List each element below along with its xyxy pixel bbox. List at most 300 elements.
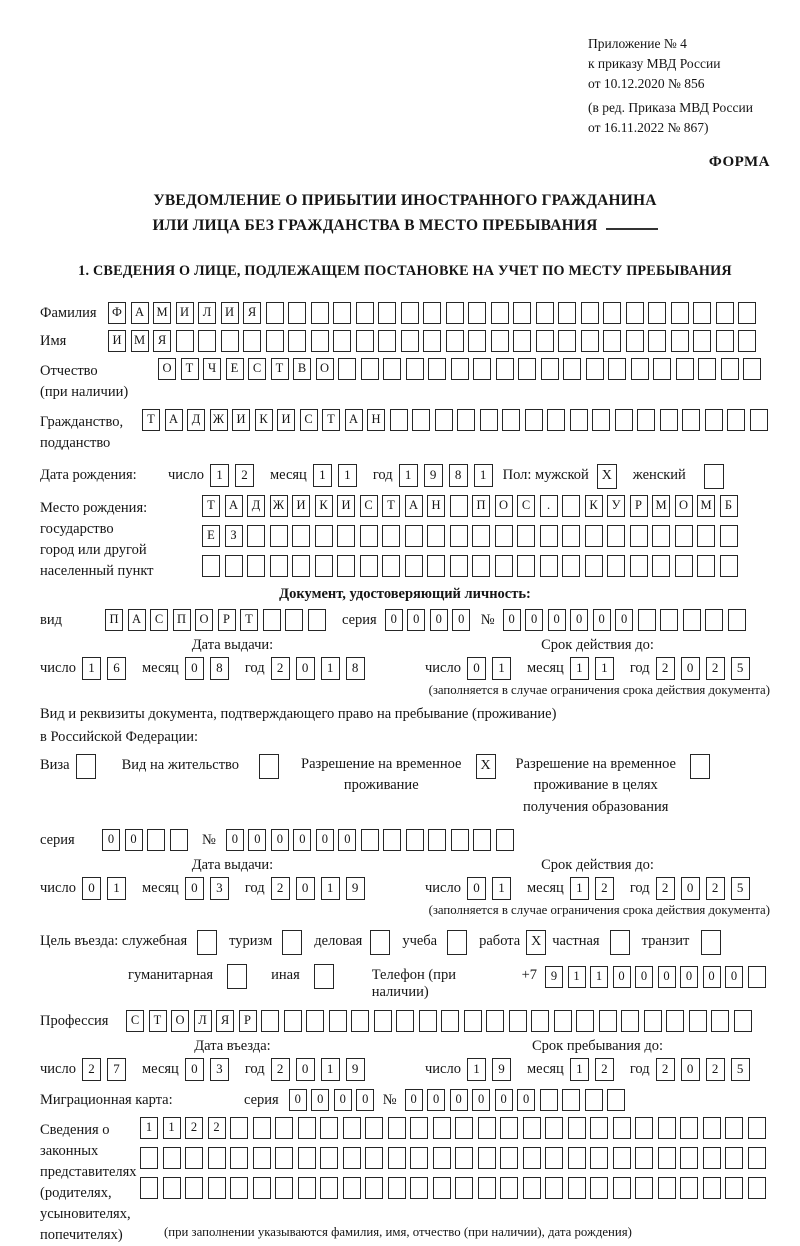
char-cell[interactable]: 2 (185, 1117, 203, 1139)
char-cell[interactable] (540, 1089, 558, 1111)
id-valid-year-input[interactable] (656, 657, 756, 680)
char-cell[interactable] (464, 1010, 482, 1032)
char-cell[interactable]: 0 (296, 1058, 315, 1081)
char-cell[interactable]: 2 (271, 877, 290, 900)
char-cell[interactable]: И (176, 302, 194, 324)
char-cell[interactable] (266, 302, 284, 324)
char-cell[interactable]: Ж (210, 409, 228, 431)
char-cell[interactable] (615, 409, 633, 431)
char-cell[interactable] (603, 330, 621, 352)
char-cell[interactable]: 0 (82, 877, 101, 900)
char-cell[interactable]: 0 (185, 877, 204, 900)
char-cell[interactable] (748, 1117, 766, 1139)
char-cell[interactable]: 1 (474, 464, 493, 487)
char-cell[interactable] (491, 302, 509, 324)
char-cell[interactable]: О (195, 609, 213, 631)
char-cell[interactable] (658, 1177, 676, 1199)
id-issue-month-input[interactable] (185, 657, 235, 680)
representatives-row1-input[interactable] (140, 1117, 770, 1139)
char-cell[interactable] (660, 409, 678, 431)
char-cell[interactable] (382, 555, 400, 577)
char-cell[interactable] (491, 330, 509, 352)
char-cell[interactable] (230, 1177, 248, 1199)
char-cell[interactable] (716, 302, 734, 324)
char-cell[interactable] (428, 829, 446, 851)
char-cell[interactable] (329, 1010, 347, 1032)
char-cell[interactable] (163, 1177, 181, 1199)
id-valid-day-input[interactable] (467, 657, 517, 680)
char-cell[interactable] (631, 358, 649, 380)
char-cell[interactable] (743, 358, 761, 380)
char-cell[interactable]: 0 (293, 829, 311, 851)
char-cell[interactable] (185, 1177, 203, 1199)
char-cell[interactable]: 1 (321, 1058, 340, 1081)
char-cell[interactable] (320, 1147, 338, 1169)
char-cell[interactable]: И (221, 302, 239, 324)
char-cell[interactable]: 9 (346, 877, 365, 900)
char-cell[interactable] (472, 555, 490, 577)
char-cell[interactable] (523, 1147, 541, 1169)
char-cell[interactable]: 1 (570, 877, 589, 900)
char-cell[interactable] (360, 555, 378, 577)
char-cell[interactable]: О (158, 358, 176, 380)
char-cell[interactable] (253, 1147, 271, 1169)
char-cell[interactable] (378, 330, 396, 352)
char-cell[interactable] (478, 1147, 496, 1169)
char-cell[interactable]: 2 (208, 1117, 226, 1139)
char-cell[interactable] (468, 302, 486, 324)
char-cell[interactable]: 0 (385, 609, 403, 631)
char-cell[interactable] (457, 409, 475, 431)
char-cell[interactable] (308, 609, 326, 631)
id-kind-input[interactable] (105, 609, 330, 631)
char-cell[interactable] (607, 525, 625, 547)
id-series-input[interactable] (385, 609, 475, 631)
char-cell[interactable]: 0 (452, 609, 470, 631)
char-cell[interactable]: 0 (495, 1089, 513, 1111)
char-cell[interactable]: 1 (313, 464, 332, 487)
char-cell[interactable]: З (225, 525, 243, 547)
char-cell[interactable] (693, 302, 711, 324)
char-cell[interactable]: 8 (346, 657, 365, 680)
char-cell[interactable] (608, 358, 626, 380)
char-cell[interactable] (225, 555, 243, 577)
char-cell[interactable] (433, 1147, 451, 1169)
char-cell[interactable]: 0 (316, 829, 334, 851)
char-cell[interactable]: 0 (356, 1089, 374, 1111)
char-cell[interactable]: С (360, 495, 378, 517)
char-cell[interactable]: 0 (681, 657, 700, 680)
char-cell[interactable] (208, 1147, 226, 1169)
char-cell[interactable] (734, 1010, 752, 1032)
char-cell[interactable] (590, 1147, 608, 1169)
char-cell[interactable]: Т (142, 409, 160, 431)
char-cell[interactable]: Д (187, 409, 205, 431)
char-cell[interactable] (721, 358, 739, 380)
char-cell[interactable] (525, 409, 543, 431)
char-cell[interactable] (680, 1147, 698, 1169)
char-cell[interactable]: 8 (449, 464, 468, 487)
char-cell[interactable] (630, 525, 648, 547)
char-cell[interactable] (298, 1177, 316, 1199)
char-cell[interactable] (433, 1117, 451, 1139)
char-cell[interactable] (230, 1117, 248, 1139)
char-cell[interactable] (247, 555, 265, 577)
char-cell[interactable]: 1 (570, 1058, 589, 1081)
id-number-input[interactable] (503, 609, 751, 631)
char-cell[interactable]: 2 (706, 877, 725, 900)
char-cell[interactable] (390, 409, 408, 431)
char-cell[interactable] (383, 358, 401, 380)
char-cell[interactable] (311, 302, 329, 324)
char-cell[interactable] (275, 1117, 293, 1139)
char-cell[interactable] (554, 1010, 572, 1032)
char-cell[interactable] (581, 330, 599, 352)
char-cell[interactable] (671, 302, 689, 324)
char-cell[interactable] (590, 1117, 608, 1139)
char-cell[interactable] (531, 1010, 549, 1032)
char-cell[interactable]: 0 (226, 829, 244, 851)
char-cell[interactable] (468, 330, 486, 352)
char-cell[interactable] (428, 358, 446, 380)
char-cell[interactable] (419, 1010, 437, 1032)
char-cell[interactable] (705, 409, 723, 431)
char-cell[interactable] (170, 829, 188, 851)
char-cell[interactable]: 1 (82, 657, 101, 680)
char-cell[interactable] (599, 1010, 617, 1032)
char-cell[interactable] (410, 1147, 428, 1169)
char-cell[interactable]: М (652, 495, 670, 517)
char-cell[interactable] (427, 525, 445, 547)
char-cell[interactable]: 5 (731, 1058, 750, 1081)
char-cell[interactable] (360, 525, 378, 547)
char-cell[interactable] (652, 555, 670, 577)
char-cell[interactable] (351, 1010, 369, 1032)
char-cell[interactable] (585, 525, 603, 547)
char-cell[interactable] (270, 525, 288, 547)
char-cell[interactable]: К (255, 409, 273, 431)
char-cell[interactable]: 0 (570, 609, 588, 631)
char-cell[interactable] (540, 525, 558, 547)
char-cell[interactable] (513, 330, 531, 352)
char-cell[interactable] (621, 1010, 639, 1032)
char-cell[interactable] (473, 358, 491, 380)
char-cell[interactable] (275, 1147, 293, 1169)
char-cell[interactable] (541, 358, 559, 380)
char-cell[interactable] (259, 754, 279, 779)
char-cell[interactable]: В (293, 358, 311, 380)
char-cell[interactable] (406, 829, 424, 851)
char-cell[interactable]: 0 (635, 966, 653, 988)
char-cell[interactable]: 5 (731, 877, 750, 900)
char-cell[interactable] (140, 1147, 158, 1169)
char-cell[interactable]: Ж (270, 495, 288, 517)
char-cell[interactable]: П (105, 609, 123, 631)
res-valid-year-input[interactable] (656, 877, 756, 900)
char-cell[interactable] (630, 555, 648, 577)
char-cell[interactable] (720, 525, 738, 547)
purpose-tourism-checkbox[interactable] (282, 930, 302, 955)
char-cell[interactable] (450, 525, 468, 547)
char-cell[interactable]: М (153, 302, 171, 324)
stay-year-input[interactable] (656, 1058, 756, 1081)
char-cell[interactable] (603, 302, 621, 324)
char-cell[interactable] (388, 1177, 406, 1199)
char-cell[interactable]: С (517, 495, 535, 517)
char-cell[interactable]: О (171, 1010, 189, 1032)
char-cell[interactable] (455, 1177, 473, 1199)
purpose-transit-checkbox[interactable] (701, 930, 721, 955)
phone-input[interactable] (545, 966, 770, 988)
char-cell[interactable]: 2 (595, 1058, 614, 1081)
char-cell[interactable]: 0 (248, 829, 266, 851)
char-cell[interactable] (495, 525, 513, 547)
char-cell[interactable]: 3 (210, 877, 229, 900)
char-cell[interactable]: 2 (656, 877, 675, 900)
char-cell[interactable] (607, 1089, 625, 1111)
char-cell[interactable]: 9 (545, 966, 563, 988)
char-cell[interactable]: М (697, 495, 715, 517)
char-cell[interactable]: 2 (271, 657, 290, 680)
char-cell[interactable] (637, 409, 655, 431)
char-cell[interactable]: Е (226, 358, 244, 380)
char-cell[interactable]: 0 (681, 877, 700, 900)
char-cell[interactable] (518, 358, 536, 380)
char-cell[interactable] (275, 1177, 293, 1199)
char-cell[interactable] (147, 829, 165, 851)
char-cell[interactable]: 2 (706, 1058, 725, 1081)
char-cell[interactable] (227, 964, 247, 989)
char-cell[interactable] (365, 1117, 383, 1139)
char-cell[interactable]: Б (720, 495, 738, 517)
char-cell[interactable]: И (292, 495, 310, 517)
char-cell[interactable]: Л (198, 302, 216, 324)
purpose-private-checkbox[interactable] (610, 930, 630, 955)
char-cell[interactable] (396, 1010, 414, 1032)
char-cell[interactable] (202, 555, 220, 577)
char-cell[interactable] (610, 930, 630, 955)
char-cell[interactable]: 0 (450, 1089, 468, 1111)
birth-day-input[interactable] (210, 464, 260, 487)
char-cell[interactable]: С (126, 1010, 144, 1032)
char-cell[interactable] (590, 1177, 608, 1199)
char-cell[interactable] (545, 1147, 563, 1169)
char-cell[interactable]: 0 (681, 1058, 700, 1081)
char-cell[interactable] (198, 330, 216, 352)
char-cell[interactable] (450, 495, 468, 517)
char-cell[interactable]: 9 (424, 464, 443, 487)
char-cell[interactable]: 2 (656, 657, 675, 680)
char-cell[interactable]: 0 (296, 877, 315, 900)
char-cell[interactable] (502, 409, 520, 431)
char-cell[interactable] (500, 1177, 518, 1199)
char-cell[interactable]: 5 (731, 657, 750, 680)
char-cell[interactable] (405, 555, 423, 577)
char-cell[interactable] (635, 1117, 653, 1139)
char-cell[interactable] (675, 525, 693, 547)
char-cell[interactable] (523, 1177, 541, 1199)
char-cell[interactable] (545, 1177, 563, 1199)
char-cell[interactable] (727, 409, 745, 431)
char-cell[interactable]: 1 (321, 657, 340, 680)
char-cell[interactable] (496, 358, 514, 380)
char-cell[interactable]: 0 (658, 966, 676, 988)
char-cell[interactable]: Т (149, 1010, 167, 1032)
char-cell[interactable] (585, 1089, 603, 1111)
char-cell[interactable]: К (315, 495, 333, 517)
char-cell[interactable] (253, 1117, 271, 1139)
char-cell[interactable]: 0 (517, 1089, 535, 1111)
char-cell[interactable]: А (165, 409, 183, 431)
char-cell[interactable]: 0 (338, 829, 356, 851)
char-cell[interactable] (496, 829, 514, 851)
char-cell[interactable] (337, 555, 355, 577)
char-cell[interactable] (689, 1010, 707, 1032)
char-cell[interactable] (472, 525, 490, 547)
char-cell[interactable] (703, 1147, 721, 1169)
char-cell[interactable]: Р (239, 1010, 257, 1032)
char-cell[interactable] (562, 1089, 580, 1111)
char-cell[interactable] (690, 754, 710, 779)
char-cell[interactable]: 2 (271, 1058, 290, 1081)
char-cell[interactable] (378, 302, 396, 324)
birth-place-row2-input[interactable] (202, 525, 742, 547)
char-cell[interactable]: И (108, 330, 126, 352)
char-cell[interactable]: 3 (210, 1058, 229, 1081)
char-cell[interactable] (725, 1177, 743, 1199)
char-cell[interactable] (383, 829, 401, 851)
char-cell[interactable]: X (597, 464, 617, 489)
char-cell[interactable]: Л (194, 1010, 212, 1032)
char-cell[interactable] (658, 1147, 676, 1169)
char-cell[interactable] (660, 609, 678, 631)
char-cell[interactable] (401, 302, 419, 324)
surname-input[interactable] (108, 302, 761, 324)
char-cell[interactable]: 6 (107, 657, 126, 680)
char-cell[interactable] (333, 330, 351, 352)
char-cell[interactable]: 1 (321, 877, 340, 900)
char-cell[interactable] (446, 330, 464, 352)
char-cell[interactable]: 0 (102, 829, 120, 851)
char-cell[interactable]: 0 (467, 877, 486, 900)
char-cell[interactable]: 1 (467, 1058, 486, 1081)
char-cell[interactable] (638, 609, 656, 631)
char-cell[interactable] (365, 1177, 383, 1199)
char-cell[interactable]: А (405, 495, 423, 517)
char-cell[interactable] (185, 1147, 203, 1169)
temp-residence-checkbox[interactable] (476, 754, 496, 779)
char-cell[interactable] (716, 330, 734, 352)
entry-month-input[interactable] (185, 1058, 235, 1081)
char-cell[interactable] (284, 1010, 302, 1032)
char-cell[interactable] (653, 358, 671, 380)
purpose-business-checkbox[interactable] (370, 930, 390, 955)
char-cell[interactable] (451, 829, 469, 851)
char-cell[interactable] (410, 1177, 428, 1199)
char-cell[interactable] (253, 1177, 271, 1199)
char-cell[interactable]: 9 (492, 1058, 511, 1081)
char-cell[interactable] (388, 1117, 406, 1139)
char-cell[interactable] (728, 609, 746, 631)
char-cell[interactable]: Е (202, 525, 220, 547)
char-cell[interactable]: 1 (492, 877, 511, 900)
char-cell[interactable] (540, 555, 558, 577)
char-cell[interactable] (720, 555, 738, 577)
res-issue-day-input[interactable] (82, 877, 132, 900)
entry-year-input[interactable] (271, 1058, 371, 1081)
char-cell[interactable]: 2 (595, 877, 614, 900)
res-valid-day-input[interactable] (467, 877, 517, 900)
birth-year-input[interactable] (399, 464, 499, 487)
char-cell[interactable]: Я (216, 1010, 234, 1032)
purpose-work-checkbox[interactable] (526, 930, 546, 955)
char-cell[interactable]: 1 (210, 464, 229, 487)
char-cell[interactable] (361, 358, 379, 380)
char-cell[interactable] (613, 1147, 631, 1169)
char-cell[interactable] (676, 358, 694, 380)
char-cell[interactable] (298, 1147, 316, 1169)
purpose-other-checkbox[interactable] (314, 964, 334, 989)
representatives-row2-input[interactable] (140, 1147, 770, 1169)
char-cell[interactable] (705, 609, 723, 631)
char-cell[interactable] (311, 330, 329, 352)
char-cell[interactable] (221, 330, 239, 352)
char-cell[interactable]: 1 (163, 1117, 181, 1139)
char-cell[interactable] (562, 495, 580, 517)
char-cell[interactable]: 8 (210, 657, 229, 680)
char-cell[interactable] (607, 555, 625, 577)
title-blank-line[interactable] (606, 216, 658, 230)
char-cell[interactable] (592, 409, 610, 431)
char-cell[interactable]: 2 (706, 657, 725, 680)
char-cell[interactable]: . (540, 495, 558, 517)
char-cell[interactable] (725, 1147, 743, 1169)
char-cell[interactable]: Я (153, 330, 171, 352)
profession-input[interactable] (126, 1010, 756, 1032)
char-cell[interactable]: X (476, 754, 496, 779)
char-cell[interactable] (568, 1147, 586, 1169)
char-cell[interactable]: 0 (427, 1089, 445, 1111)
char-cell[interactable] (738, 302, 756, 324)
char-cell[interactable] (517, 555, 535, 577)
char-cell[interactable] (704, 464, 724, 489)
char-cell[interactable]: Ф (108, 302, 126, 324)
char-cell[interactable] (680, 1117, 698, 1139)
char-cell[interactable] (320, 1117, 338, 1139)
purpose-study-checkbox[interactable] (447, 930, 467, 955)
char-cell[interactable]: 0 (503, 609, 521, 631)
char-cell[interactable] (446, 302, 464, 324)
mig-number-input[interactable] (405, 1089, 630, 1111)
char-cell[interactable] (343, 1147, 361, 1169)
char-cell[interactable]: 1 (399, 464, 418, 487)
char-cell[interactable]: 1 (570, 657, 589, 680)
char-cell[interactable]: 0 (467, 657, 486, 680)
char-cell[interactable] (513, 302, 531, 324)
char-cell[interactable] (382, 525, 400, 547)
char-cell[interactable]: 0 (271, 829, 289, 851)
birth-place-row1-input[interactable] (202, 495, 742, 517)
name-input[interactable] (108, 330, 761, 352)
char-cell[interactable] (547, 409, 565, 431)
char-cell[interactable]: Т (322, 409, 340, 431)
char-cell[interactable] (648, 330, 666, 352)
char-cell[interactable]: Я (243, 302, 261, 324)
char-cell[interactable] (261, 1010, 279, 1032)
stay-day-input[interactable] (467, 1058, 517, 1081)
char-cell[interactable] (748, 966, 766, 988)
char-cell[interactable] (585, 555, 603, 577)
